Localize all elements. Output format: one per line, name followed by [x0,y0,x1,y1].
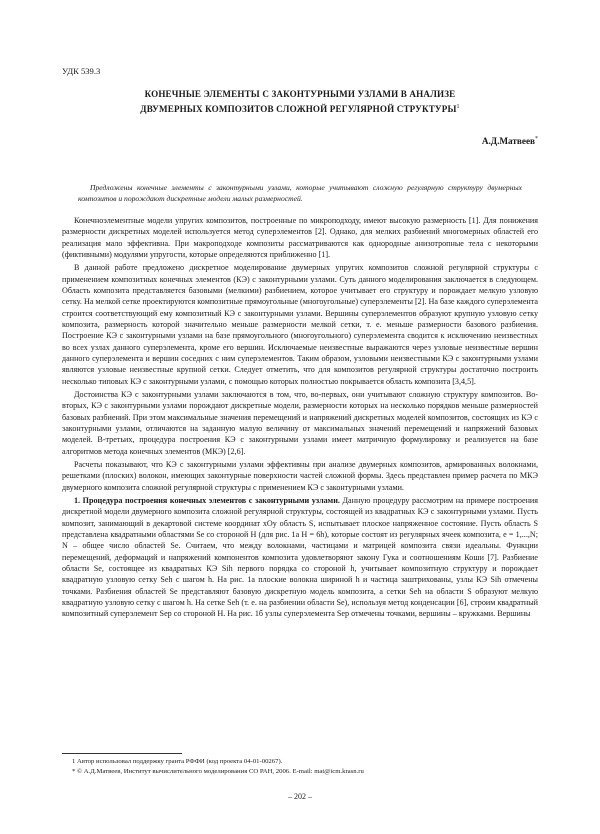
footnote-copyright: * © А.Д.Матвеев, Институт вычислительного моделирования СО РАН, 2006. E-mail: mat@icm.krasn.ru [72,768,364,775]
section-1-paragraph [62,495,538,620]
title-line-2: ДВУМЕРНЫХ КОМПОЗИТОВ СЛОЖНОЙ РЕГУЛЯРНОЙ СТРУКТУРЫ$^1$ [140,104,460,115]
footnotes [62,757,538,777]
abstract: Предложены конечные элементы с законтурными узлами, которые учитывают сложную регулярную структуру двумерных композитов и порождают дискретные модели малых размерностей. [78,183,522,203]
section-heading: 1. Процедура построения конечных элементов с законтурными узлами. [74,495,340,505]
footnote-grant: 1 Автор использовал поддержку гранта РФФИ (код проекта 04-01-00267). [72,758,283,765]
article-title [62,88,538,116]
paragraph-1: Конечноэлементные модели упругих композитов, построенные по микроподходу, имеют высокую размерность [1]. Для понижения размерности дискретных моделей используется метод суперэлементов [2]. Однако, для мелких разбиений многомерных областей его реализация мало эффективна. При макроподходе композиты рассматриваются как однородные анизотропные тела с некоторыми (фиктивными) модулями упругости, которые определяются приближенно [1]. [62,216,538,259]
page-number: – 202 – [288,792,312,801]
title-footnote-mark: 1 [456,104,460,110]
paragraph-3: Достоинства КЭ с законтурными узлами заключаются в том, что, во-первых, они учитывают сложную структуру композитов. Во-вторых, КЭ с законтурными узлами порождают дискретные модели, размерности которых на несколько порядков меньше размерностей базовых разбиений. При этом максимальные значения перемещений и напряжений дискретных моделей композитов, состоящих из КЭ с законтурными узлами, отличаются на заданную малую величину от максимальных значений перемещений и напряжений базовых моделей. В-третьих, процедура построения КЭ с законтурными узлами имеет матричную формулировку и реализуется на базе алгоритмов метода конечных элементов (МКЭ) [2,6]. [62,389,538,456]
paragraph-2: В данной работе предложено дискретное моделирование двумерных упругих композитов сложной регулярной структуры с применением композитных конечных элементов (КЭ) с законтурными узлами. Суть данного моделирования заключается в следующем. Область композита представляется базовыми (мелкими) разбиением, которое учитывает его структуру и порождает мелкую узловую сетку. На мелкой сетке проектируются композитные прямоугольные (многоугольные) суперэлементы [2]. На базе каждого суперэлемента строится соответствующий ему композитный КЭ с законтурными узлами. Вершины суперэлементов образуют крупную узловую сетку композита, размерность которой значительно меньше размерности мелкой сетки, т. е. меньше размерности базового разбиения. Построение КЭ с законтурными узлами на базе прямоугольного (многоугольного) суперэлемента сводится к исключению неизвестных во всех узлах данного суперэлемента, кроме его вершин. Исключаемые неизвестные выражаются через узловые неизвестные вершин данного суперэлемента и вершин соседних с ним суперэлементов. Таким образом, узловыми неизвестными КЭ с законтурными узлами являются узловые неизвестные крупной сетки. Следует отметить, что для композитов регулярной структуры достаточно построить несколько типовых КЭ с законтурными узлами, с помощью которых полностью покрывается область композита [3,4,5]. [62,263,538,386]
section-text: Данную процедуру рассмотрим на примере построения дискретной модели двумерного композита сложной регулярной структуры, состоящей из квадратных КЭ с законтурными узлами. Пусть композит, занимающий в декартовой системе координат xOy область S, испытывает плоское напряженное состояние. Пусть область S представлена квадратными областями Se со стороной H (для рис. 1a H = 6h), которые состоят из регулярных ячеек композита, e = 1,...,N; N – общее число областей Se. Считаем, что между волокнами, частицами и матрицей композита связи идеальны. Функции перемещений, деформаций и напряжений компонентов композита удовлетворяют закону Гука и соотношениям Коши [7]. Разбиение области Se, состоящее из квадратных КЭ Sih первого порядка со стороной h, учитывает композитную структуру и порождает квадратную узловую сетку Seh с шагом h. На рис. 1a плоские волокна шириной h и частица заштрихованы, узлы КЭ Sih отмечены точками. Разбиения областей Se представляют базовую дискретную модель композита, а сетки Seh на области S образуют мелкую квадратную узловую сетку с шагом h. На сетке Seh (т. е. на разбиении области Se), используя метод конденсации [6], строим квадратный композитный суперэлемент Sep со стороной H. На рис. 1б узлы суперэлемента Sep отмечены точками, вершины – кружками. Вершины [62,495,538,619]
author-mark: * [535,136,538,142]
title-line-1: КОНЕЧНЫЕ ЭЛЕМЕНТЫ С ЗАКОНТУРНЫМИ УЗЛАМИ В АНАЛИЗЕ [144,89,456,99]
paragraph-4: Расчеты показывают, что КЭ с законтурными узлами эффективны при анализе двумерных композитов, армированных волокнами, решетками (плоских) волокон, имеющих законтурные поверхности частей сложной формы. Здесь представлен пример расчета по МКЭ двумерного композита сложной регулярной структуры с применением КЭ с законтурными узлами. [62,459,538,492]
article-body [62,215,538,621]
author-name: А.Д.Матвеев* [481,136,538,147]
udk-code: УДК 539.3 [62,66,101,76]
footnote-divider [62,753,182,754]
